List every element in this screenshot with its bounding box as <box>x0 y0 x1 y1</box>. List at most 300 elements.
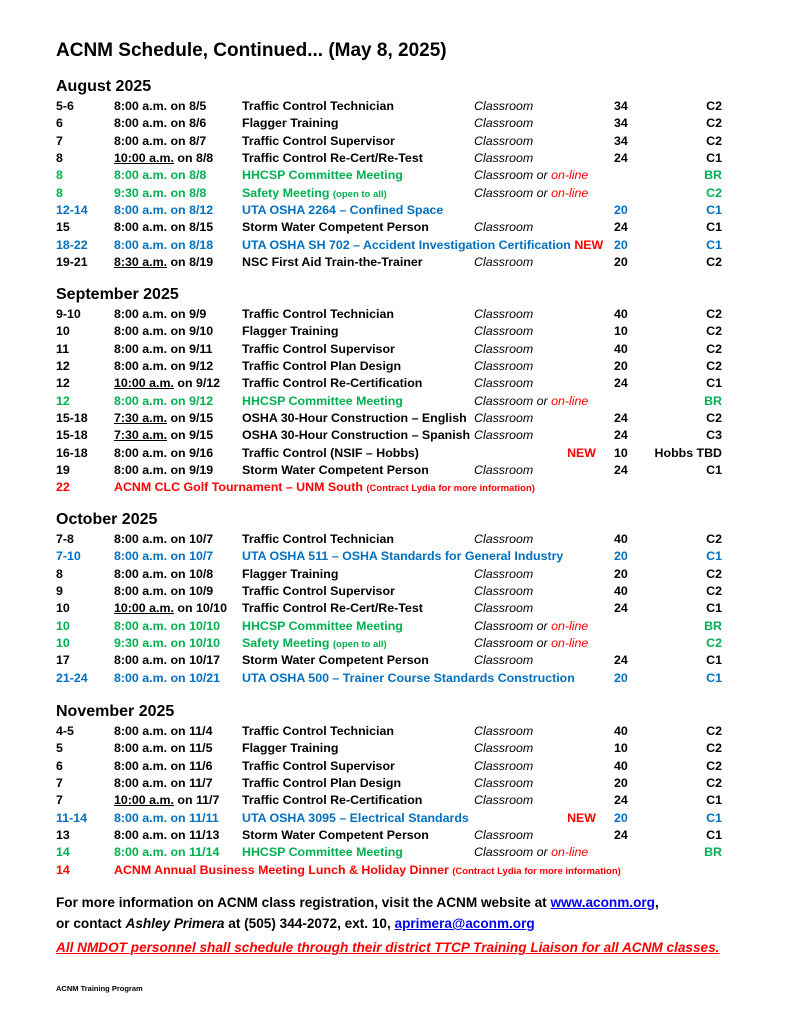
class-dates: 15-18 <box>56 411 88 426</box>
room: C2 <box>706 411 722 426</box>
start-time <box>114 393 213 410</box>
start-date: on 9/11 <box>167 341 213 356</box>
online-text: on-line <box>551 636 589 651</box>
class-dates: 16-18 <box>56 445 88 460</box>
room: C2 <box>706 185 722 200</box>
schedule-row <box>56 531 736 548</box>
course-title: UTA OSHA 2264 – Confined Space <box>242 203 444 218</box>
start-time-value: 8:00 a.m. <box>114 532 168 546</box>
course-note: (open to all) <box>332 188 387 200</box>
start-time <box>114 652 220 669</box>
location-text: Classroom <box>474 741 534 756</box>
class-dates: 15 <box>56 220 70 235</box>
room: BR <box>704 393 722 408</box>
class-hours: 40 <box>614 758 628 773</box>
schedule-row <box>56 548 736 565</box>
class-dates: 12 <box>56 359 70 374</box>
start-date: on 8/19 <box>167 255 214 270</box>
start-date: on 10/17 <box>167 653 221 668</box>
class-hours: 40 <box>614 724 628 738</box>
course-name <box>242 775 401 792</box>
room: C2 <box>706 359 722 374</box>
course-name <box>242 202 443 219</box>
course-title: Traffic Control Supervisor <box>242 133 395 148</box>
start-time-value: 8:00 a.m. <box>114 99 168 113</box>
course-title: Storm Water Competent Person <box>242 828 429 843</box>
schedule-row <box>56 810 736 827</box>
schedule-row <box>56 740 736 757</box>
course-title: Traffic Control Technician <box>242 532 394 546</box>
start-date: on 8/18 <box>167 237 214 252</box>
location-text: Classroom <box>474 324 534 339</box>
course-title: Traffic Control Technician <box>242 307 394 321</box>
start-date: on 11/13 <box>167 828 220 843</box>
start-time-value: 8:00 a.m. <box>114 203 168 218</box>
class-dates: 8 <box>56 151 63 166</box>
class-dates: 11-14 <box>56 810 88 825</box>
location-text: Classroom <box>474 601 534 616</box>
schedule-row <box>56 479 736 496</box>
start-time-value: 7:30 a.m. <box>114 428 168 443</box>
start-time-value: 8:00 a.m. <box>114 653 168 668</box>
event-name: ACNM CLC Golf Tournament – UNM South <box>114 480 367 495</box>
schedule-row <box>56 583 736 600</box>
room: C1 <box>706 237 722 252</box>
start-time-value: 8:00 a.m. <box>114 168 168 183</box>
class-hours: 24 <box>614 376 628 391</box>
start-time <box>114 237 213 254</box>
class-hours: 24 <box>614 428 628 443</box>
schedule-row <box>56 427 736 444</box>
room: C1 <box>706 549 722 564</box>
room: C3 <box>706 428 722 443</box>
location <box>474 566 533 583</box>
start-date: on 10/9 <box>167 584 214 599</box>
location-text: Classroom <box>474 828 534 843</box>
location <box>474 323 533 340</box>
start-time-value: 8:00 a.m. <box>114 776 168 791</box>
online-text: on-line <box>551 393 589 408</box>
room: C2 <box>706 133 722 148</box>
schedule-row <box>56 723 736 740</box>
course-name <box>242 792 422 809</box>
start-time <box>114 531 213 548</box>
month-heading: September 2025 <box>56 286 179 303</box>
class-dates: 7 <box>56 793 63 808</box>
schedule-row <box>56 652 736 669</box>
class-dates: 21-24 <box>56 670 88 685</box>
start-time-value: 7:30 a.m. <box>114 411 168 426</box>
course-title: HHCSP Committee Meeting <box>242 393 403 408</box>
class-hours: 20 <box>614 810 628 825</box>
location <box>474 185 588 202</box>
location-text: Classroom or <box>474 185 552 200</box>
class-dates: 12 <box>56 376 70 391</box>
start-time-value: 8:00 a.m. <box>114 584 168 599</box>
start-time-value: 8:00 a.m. <box>114 220 168 235</box>
class-dates: 10 <box>56 636 70 651</box>
start-time <box>114 775 213 792</box>
start-time-value: 8:00 a.m. <box>114 341 168 356</box>
course-title: Safety Meeting <box>242 636 333 651</box>
start-date: on 9/16 <box>167 445 214 460</box>
location-text: Classroom <box>474 584 534 599</box>
start-time <box>114 341 213 358</box>
location <box>474 740 533 757</box>
course-name <box>242 341 395 358</box>
course-name <box>242 810 469 827</box>
location-text: Classroom or <box>474 636 552 651</box>
course-name <box>242 410 467 427</box>
course-title: OSHA 30-Hour Construction – Spanish <box>242 428 471 443</box>
start-date: on 11/14 <box>167 845 220 860</box>
start-date: on 8/8 <box>167 168 207 183</box>
online-text: on-line <box>551 618 589 633</box>
location <box>474 375 533 392</box>
course-title: Flagger Training <box>242 324 339 339</box>
start-date: on 9/15 <box>167 428 214 443</box>
course-name <box>242 254 423 271</box>
class-dates: 14 <box>56 845 70 860</box>
start-date: on 9/19 <box>167 463 214 478</box>
course-title: Traffic Control Supervisor <box>242 758 395 773</box>
info-punct: , <box>654 895 659 910</box>
course-title: Traffic Control Re-Cert/Re-Test <box>242 601 423 616</box>
location <box>474 254 533 271</box>
course-name <box>242 393 403 410</box>
nmdot-notice: All NMDOT personnel shall schedule through their district TTCP Training Liaison for all ACNM classes. <box>56 940 720 955</box>
room: C1 <box>706 463 722 478</box>
location-text: Classroom <box>474 151 534 166</box>
course-name <box>242 635 387 653</box>
start-date: on 9/15 <box>167 411 214 426</box>
course-name <box>242 358 401 375</box>
class-hours: 40 <box>614 307 628 321</box>
course-title: Safety Meeting <box>242 185 333 200</box>
contact-text: or contact <box>56 916 126 931</box>
start-date: on 8/8 <box>167 185 207 200</box>
course-title: NSC First Aid Train-the-Trainer <box>242 255 423 270</box>
class-hours: 24 <box>614 793 628 808</box>
start-time-value: 8:00 a.m. <box>114 393 168 408</box>
online-text: on-line <box>551 185 589 200</box>
course-title: OSHA 30-Hour Construction – English <box>242 411 467 426</box>
course-name <box>242 583 395 600</box>
room: BR <box>704 168 722 183</box>
start-date: on 11/6 <box>167 758 213 773</box>
room: C1 <box>706 670 722 685</box>
class-hours: 20 <box>614 776 628 791</box>
location-text: Classroom or <box>474 845 552 860</box>
schedule-row <box>56 445 736 462</box>
class-hours: 34 <box>614 99 628 113</box>
class-hours: 20 <box>614 549 628 564</box>
location-text: Classroom <box>474 724 534 738</box>
start-time-value: 8:00 a.m. <box>114 549 168 564</box>
class-hours: 34 <box>614 116 628 131</box>
start-date: on 10/10 <box>173 601 227 616</box>
month-section <box>56 701 736 879</box>
start-time-value: 8:00 a.m. <box>114 359 168 374</box>
start-date: on 8/7 <box>167 133 207 148</box>
start-time <box>114 618 220 635</box>
schedule-row <box>56 827 736 844</box>
start-time <box>114 254 213 271</box>
class-hours: 24 <box>614 220 628 235</box>
course-title: Traffic Control Supervisor <box>242 584 395 599</box>
room: C2 <box>706 116 722 131</box>
program-label: ACNM Training Program <box>56 984 143 993</box>
start-time <box>114 635 220 652</box>
course-title: HHCSP Committee Meeting <box>242 618 403 633</box>
online-text: on-line <box>551 845 589 860</box>
location-text: Classroom <box>474 307 534 321</box>
course-title: Traffic Control Technician <box>242 99 394 113</box>
course-name <box>242 150 423 167</box>
start-time <box>114 810 219 827</box>
class-hours: 20 <box>614 203 628 218</box>
room: C2 <box>706 532 722 546</box>
class-dates: 5 <box>56 741 63 756</box>
room: C1 <box>706 810 722 825</box>
event-note: (Contract Lydia for more information) <box>452 865 621 877</box>
start-date: on 11/5 <box>167 741 213 756</box>
schedule-row <box>56 775 736 792</box>
email-link[interactable]: aprimera@aconm.org <box>394 916 535 931</box>
class-dates: 22 <box>56 480 70 495</box>
start-time-value: 8:00 a.m. <box>114 324 168 339</box>
schedule-row <box>56 358 736 375</box>
start-time-value: 8:00 a.m. <box>114 116 168 131</box>
location <box>474 427 533 444</box>
course-name <box>242 600 423 617</box>
start-date: on 11/7 <box>173 793 220 808</box>
course-name <box>242 445 419 462</box>
location-text: Classroom <box>474 116 534 131</box>
location-text: Classroom <box>474 532 534 546</box>
room: C2 <box>706 324 722 339</box>
course-title: Flagger Training <box>242 116 339 131</box>
location <box>474 844 588 861</box>
start-time-value: 8:00 a.m. <box>114 810 168 825</box>
schedule-row <box>56 635 736 652</box>
schedule-row <box>56 618 736 635</box>
start-time-value: 10:00 a.m. <box>114 601 174 616</box>
online-text: on-line <box>551 168 589 183</box>
website-link[interactable]: www.aconm.org <box>550 895 655 910</box>
course-name <box>242 652 429 669</box>
course-title: Traffic Control Plan Design <box>242 359 402 374</box>
course-title: Traffic Control Re-Certification <box>242 376 423 391</box>
schedule-row <box>56 462 736 479</box>
start-time <box>114 758 213 775</box>
class-dates: 11 <box>56 341 70 356</box>
course-name <box>242 670 575 687</box>
class-hours: 20 <box>614 255 628 270</box>
course-name <box>242 427 470 444</box>
start-date: on 9/12 <box>167 359 214 374</box>
new-badge: NEW <box>574 237 604 252</box>
schedule-row <box>56 758 736 775</box>
location <box>474 219 533 236</box>
start-date: on 9/12 <box>167 393 214 408</box>
start-time <box>114 740 213 757</box>
start-date: on 10/7 <box>167 532 214 546</box>
schedule-row <box>56 98 736 115</box>
location-text: Classroom <box>474 376 534 391</box>
start-time <box>114 323 213 340</box>
room: C2 <box>706 307 722 321</box>
class-dates: 12 <box>56 393 70 408</box>
location-text: Classroom <box>474 411 534 426</box>
contact-phone: at (505) 344-2072, ext. 10, <box>224 916 395 931</box>
class-hours: 24 <box>614 411 628 426</box>
location <box>474 462 533 479</box>
start-time-value: 8:00 a.m. <box>114 828 168 843</box>
event-title <box>114 862 621 880</box>
start-time <box>114 427 213 444</box>
page-title: ACNM Schedule, Continued... (May 8, 2025) <box>56 40 447 61</box>
class-hours: 24 <box>614 601 628 616</box>
start-time <box>114 583 213 600</box>
start-date: on 8/5 <box>167 99 207 113</box>
room: Hobbs TBD <box>654 445 722 460</box>
location <box>474 133 533 150</box>
class-hours: 24 <box>614 151 628 166</box>
start-time <box>114 445 213 462</box>
class-hours: 24 <box>614 653 628 668</box>
start-time <box>114 202 213 219</box>
start-time-value: 10:00 a.m. <box>114 793 174 808</box>
location <box>474 827 533 844</box>
class-hours: 20 <box>614 566 628 581</box>
start-date: on 9/10 <box>167 324 214 339</box>
class-dates: 7 <box>56 776 63 791</box>
start-date: on 10/21 <box>167 670 221 685</box>
location-text: Classroom or <box>474 393 552 408</box>
course-name <box>242 566 338 583</box>
event-name: ACNM Annual Business Meeting Lunch & Holiday Dinner <box>114 862 453 877</box>
start-date: on 10/10 <box>167 618 221 633</box>
course-name <box>242 531 394 548</box>
location-text: Classroom <box>474 99 534 113</box>
room: C2 <box>706 566 722 581</box>
location <box>474 150 533 167</box>
start-date: on 11/4 <box>167 724 213 738</box>
location <box>474 167 588 184</box>
location <box>474 98 533 115</box>
location-text: Classroom <box>474 653 534 668</box>
room: C1 <box>706 376 722 391</box>
class-dates: 19 <box>56 463 70 478</box>
course-name <box>242 115 338 132</box>
schedule-row <box>56 306 736 323</box>
month-heading: November 2025 <box>56 703 175 720</box>
room: C2 <box>706 584 722 599</box>
location-text: Classroom or <box>474 168 552 183</box>
course-name <box>242 375 422 392</box>
location-text: Classroom <box>474 463 534 478</box>
start-time <box>114 98 206 115</box>
class-dates: 4-5 <box>56 724 74 738</box>
class-dates: 6 <box>56 758 63 773</box>
schedule-row <box>56 219 736 236</box>
location-text: Classroom <box>474 255 534 270</box>
course-title: HHCSP Committee Meeting <box>242 845 403 860</box>
start-time-value: 8:00 a.m. <box>114 741 168 756</box>
room: C2 <box>706 758 722 773</box>
class-dates: 9-10 <box>56 307 81 321</box>
schedule-row <box>56 566 736 583</box>
start-time <box>114 133 206 150</box>
class-dates: 9 <box>56 584 63 599</box>
class-hours: 20 <box>614 237 628 252</box>
location <box>474 635 588 652</box>
class-hours: 20 <box>614 670 628 685</box>
start-time <box>114 548 213 565</box>
room: BR <box>704 618 722 633</box>
location-text: Classroom or <box>474 618 552 633</box>
course-name <box>242 98 394 115</box>
room: C1 <box>706 653 722 668</box>
start-date: on 8/8 <box>173 151 214 166</box>
class-hours: 34 <box>614 133 628 148</box>
start-date: on 9/12 <box>173 376 221 391</box>
location <box>474 792 533 809</box>
start-date: on 11/7 <box>167 776 213 791</box>
schedule-row <box>56 150 736 167</box>
room: C2 <box>706 636 722 651</box>
course-name <box>242 723 394 740</box>
course-title: Traffic Control Re-Certification <box>242 793 423 808</box>
start-time-value: 8:00 a.m. <box>114 724 168 738</box>
class-hours: 10 <box>614 741 628 756</box>
schedule-row <box>56 323 736 340</box>
schedule-row <box>56 202 736 219</box>
class-hours: 40 <box>614 584 628 599</box>
schedule-row <box>56 862 736 879</box>
start-time <box>114 167 206 184</box>
start-date: on 10/10 <box>167 636 221 651</box>
room: C1 <box>706 601 722 616</box>
course-name <box>242 618 403 635</box>
schedule-row <box>56 844 736 861</box>
location <box>474 306 533 323</box>
location <box>474 775 533 792</box>
course-title: UTA OSHA 3095 – Electrical Standards <box>242 810 469 825</box>
class-hours: 20 <box>614 359 628 374</box>
start-time-value: 8:00 a.m. <box>114 670 168 685</box>
start-time-value: 8:00 a.m. <box>114 445 168 460</box>
course-name <box>242 167 403 184</box>
month-heading: October 2025 <box>56 511 158 528</box>
start-date: on 10/8 <box>167 566 214 581</box>
class-dates: 7-10 <box>56 549 81 564</box>
room: C2 <box>706 341 722 356</box>
start-time-value: 8:00 a.m. <box>114 463 168 478</box>
schedule-row <box>56 254 736 271</box>
class-dates: 13 <box>56 828 70 843</box>
location <box>474 652 533 669</box>
info-text: For more information on ACNM class registration, visit the ACNM website at <box>56 895 551 910</box>
class-dates: 8 <box>56 168 63 183</box>
start-time <box>114 566 213 583</box>
schedule-row <box>56 133 736 150</box>
course-name <box>242 237 603 254</box>
room: C2 <box>706 99 722 113</box>
schedule-row <box>56 341 736 358</box>
course-title: Traffic Control Supervisor <box>242 341 395 356</box>
